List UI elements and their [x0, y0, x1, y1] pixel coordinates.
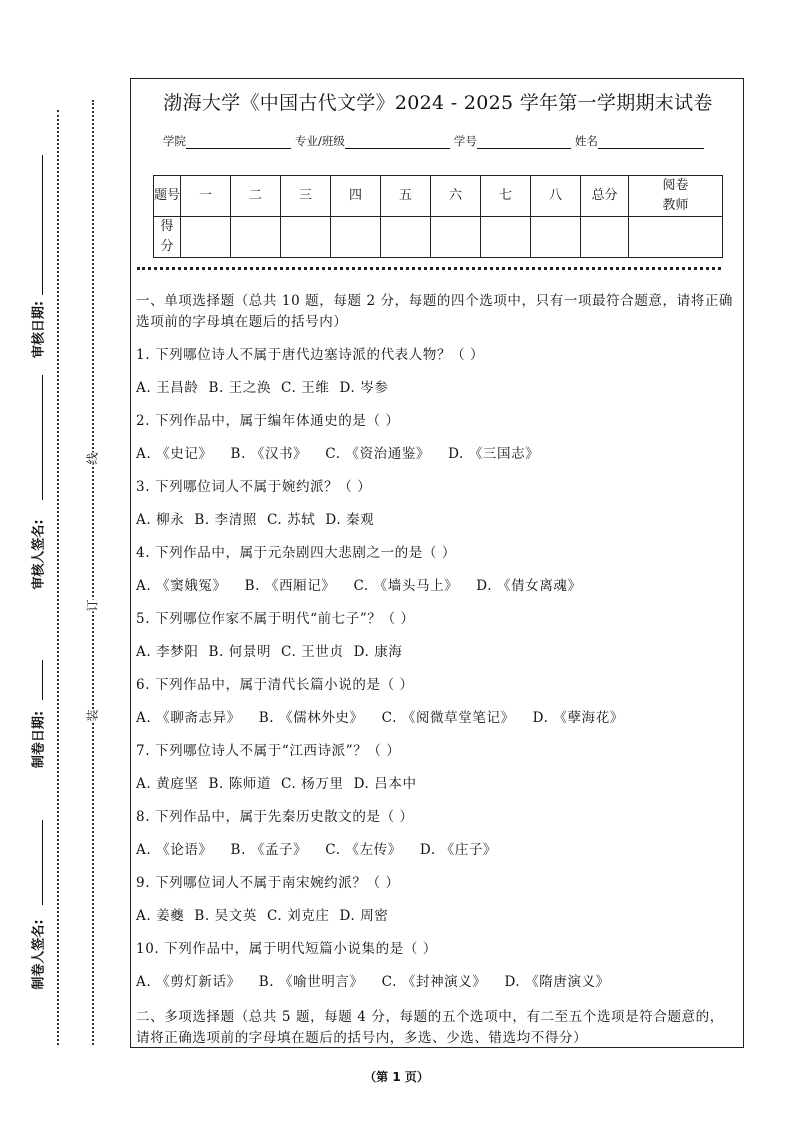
option-b: B. 何景明: [208, 644, 272, 660]
col-header: 五: [381, 176, 431, 217]
option-d: D. 《倩女离魂》: [476, 578, 582, 594]
option-a: A. 《聊斋志异》: [136, 710, 241, 726]
score-cell-total[interactable]: [581, 217, 629, 258]
option-b: B. 李清照: [194, 512, 257, 528]
college-label: 学院: [163, 134, 186, 148]
option-a: A. 黄庭坚: [136, 776, 199, 792]
option-b: B. 《西厢记》: [244, 578, 336, 594]
row-label-question-no: 题号: [154, 176, 181, 217]
col-header-total: 总分: [581, 176, 629, 217]
score-cell[interactable]: [381, 217, 431, 258]
score-cell[interactable]: [181, 217, 231, 258]
col-header: 三: [281, 176, 331, 217]
reviewer-sign-line: [42, 375, 43, 500]
question-text: 7. 下列哪位诗人不属于“江西诗派”？（ ）: [136, 743, 401, 759]
option-d: D. 周密: [339, 908, 389, 924]
col-header: 四: [331, 176, 381, 217]
question-options: [136, 708, 736, 741]
option-b: B. 《喻世明言》: [258, 974, 364, 990]
score-table: [153, 175, 723, 258]
major-label: 专业/班级: [295, 134, 345, 148]
question-options: [136, 774, 736, 807]
reviewer-sign-label: 审核人签名:: [31, 519, 47, 590]
question-options: [136, 576, 736, 609]
score-cell[interactable]: [531, 217, 581, 258]
option-b: B. 《汉书》: [230, 446, 308, 462]
option-a: A. 姜夔: [136, 908, 185, 924]
name-field[interactable]: [598, 136, 704, 149]
option-b: B. 陈师道: [208, 776, 272, 792]
page-number: （第 1 页）: [364, 1070, 429, 1084]
col-header: 八: [531, 176, 581, 217]
dotted-separator: [137, 267, 721, 270]
exam-title: 渤海大学《中国古代文学》2024 - 2025 学年第一学期期末试卷: [163, 92, 713, 114]
question-options: [136, 378, 736, 411]
name-label: 姓名: [574, 134, 598, 148]
option-c: C. 王维: [281, 380, 330, 396]
col-header: 一: [181, 176, 231, 217]
exam-content: [136, 291, 736, 1061]
col-header: 二: [231, 176, 281, 217]
option-b: B. 吴文英: [194, 908, 257, 924]
option-d: D. 康海: [353, 644, 403, 660]
option-c: C. 《左传》: [325, 842, 402, 858]
question-text: 2. 下列作品中，属于编年体通史的是（ ）: [136, 413, 400, 429]
option-d: D. 吕本中: [353, 776, 417, 792]
college-field[interactable]: [186, 136, 291, 149]
question-options: [136, 972, 736, 1005]
col-header-reviewer: 阅卷教师: [629, 176, 723, 217]
score-cell[interactable]: [231, 217, 281, 258]
binding-dotted-line-left: [57, 110, 59, 1045]
col-header: 六: [431, 176, 481, 217]
score-table-score-row: [154, 217, 723, 258]
question-options: [136, 510, 736, 543]
col-header: 七: [481, 176, 531, 217]
option-d: D. 《隋唐演义》: [504, 974, 610, 990]
score-cell-reviewer[interactable]: [629, 217, 723, 258]
student-id-field[interactable]: [477, 136, 571, 149]
score-cell[interactable]: [431, 217, 481, 258]
review-date-label: 审核日期:: [31, 300, 47, 359]
question-text: 10. 下列作品中，属于明代短篇小说集的是（ ）: [136, 941, 437, 957]
binding-staple-char: 订: [85, 599, 100, 612]
question-text: 4. 下列作品中，属于元杂剧四大悲剧之一的是（ ）: [136, 545, 456, 561]
option-a: A. 《史记》: [136, 446, 213, 462]
preparer-sign-line: [42, 820, 43, 905]
exam-frame: [130, 78, 744, 1048]
question-text: 1. 下列哪位诗人不属于唐代边塞诗派的代表人物？（ ）: [136, 347, 485, 363]
option-c: C. 刘克庄: [266, 908, 330, 924]
id-label: 学号: [453, 134, 477, 148]
option-d: D. 《孽海花》: [532, 710, 624, 726]
option-b: B. 《儒林外史》: [258, 710, 364, 726]
question-text: 8. 下列作品中，属于先秦历史散文的是（ ）: [136, 809, 414, 825]
question-text: 5. 下列哪位作家不属于明代“前七子”？（ ）: [136, 611, 415, 627]
option-a: A. 《剪灯新话》: [136, 974, 241, 990]
score-cell[interactable]: [481, 217, 531, 258]
option-c: C. 《墙头马上》: [353, 578, 459, 594]
section1-instruction: 一、单项选择题（总共 10 题，每题 2 分，每题的四个选项中，只有一项最符合题意，请将正确选项前的字母填在题后的括号内）: [136, 293, 734, 330]
option-b: B. 《孟子》: [230, 842, 308, 858]
option-a: A. 柳永: [136, 512, 185, 528]
binding-line-char: 线: [85, 452, 100, 465]
major-field[interactable]: [345, 136, 450, 149]
prepare-date-line: [42, 660, 43, 700]
question-text: 3. 下列哪位词人不属于婉约派？（ ）: [136, 479, 372, 495]
option-d: D. 岑参: [339, 380, 389, 396]
option-c: C. 杨万里: [281, 776, 344, 792]
option-d: D. 《庄子》: [419, 842, 498, 858]
question-options: [136, 906, 736, 939]
question-options: [136, 444, 736, 477]
option-c: C. 《封神演义》: [381, 974, 487, 990]
question-list: [136, 345, 736, 1005]
question-options: [136, 642, 736, 675]
row-label-score: 得分: [154, 217, 181, 258]
option-c: C. 苏轼: [266, 512, 316, 528]
score-cell[interactable]: [331, 217, 381, 258]
option-c: C. 《资治通鉴》: [325, 446, 431, 462]
binding-fold-char: 装: [85, 709, 100, 722]
question-text: 6. 下列作品中，属于清代长篇小说的是（ ）: [136, 677, 414, 693]
student-info-row: [163, 133, 708, 149]
option-a: A. 李梦阳: [136, 644, 199, 660]
option-a: A. 《窦娥冤》: [136, 578, 227, 594]
option-c: C. 王世贞: [281, 644, 344, 660]
prepare-date-label: 制卷日期:: [31, 710, 47, 769]
option-b: B. 王之涣: [208, 380, 272, 396]
option-d: D. 《三国志》: [448, 446, 540, 462]
option-c: C. 《阅微草堂笔记》: [381, 710, 515, 726]
question-text: 9. 下列哪位词人不属于南宋婉约派？（ ）: [136, 875, 400, 891]
section2-instruction: 二、多项选择题（总共 5 题，每题 4 分，每题的五个选项中，有二至五个选项是符合题意的，请将正确选项前的字母填在题后的括号内，多选、少选、错选均不得分）: [136, 1009, 724, 1046]
binding-dotted-line-right: [92, 100, 94, 1045]
option-a: A. 《论语》: [136, 842, 213, 858]
score-table-header-row: [154, 176, 723, 217]
option-a: A. 王昌龄: [136, 380, 199, 396]
question-options: [136, 840, 736, 873]
preparer-sign-label: 制卷人签名:: [31, 919, 47, 990]
option-d: D. 秦观: [325, 512, 375, 528]
review-date-line: [42, 155, 43, 295]
score-cell[interactable]: [281, 217, 331, 258]
